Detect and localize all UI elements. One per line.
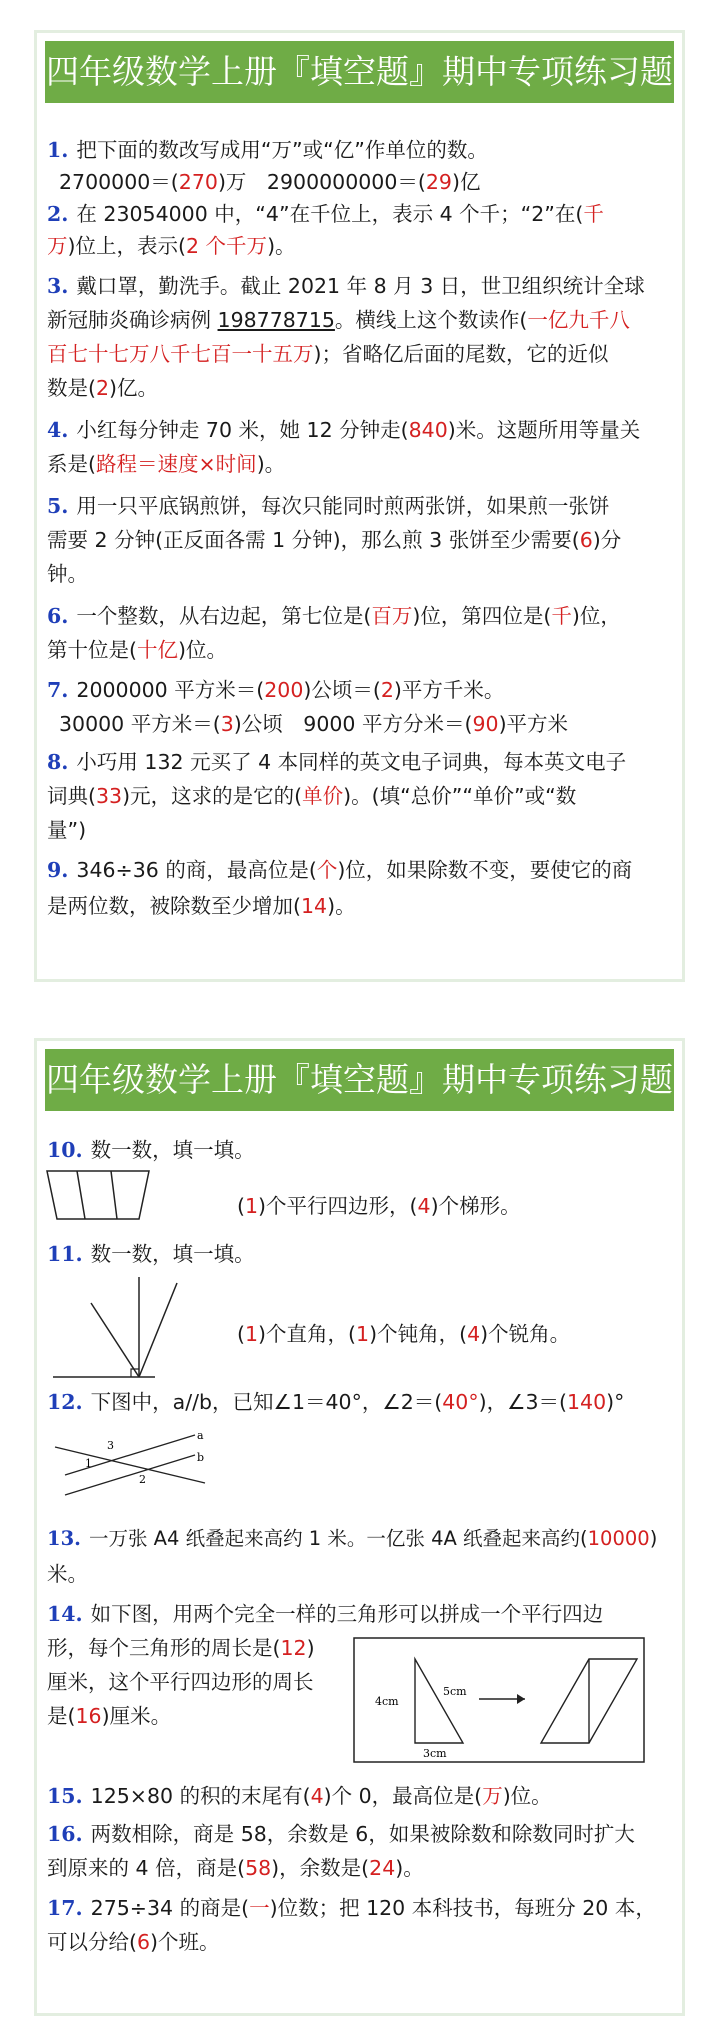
side-3cm-label: 3cm (423, 1747, 447, 1760)
question-3-cont: 新冠肺炎确诊病例 198778715。横线上这个数读作(一亿九千八 (47, 308, 630, 332)
question-5-cont2: 钟。 (47, 562, 88, 586)
question-1-answers: 2700000＝(270)万 2900000000＝(29)亿 (59, 170, 481, 194)
angle-2-label: 2 (139, 1473, 146, 1486)
question-9-cont: 是两位数，被除数至少增加(14)。 (47, 894, 356, 918)
side-5cm-label: 5cm (443, 1685, 467, 1698)
question-17: 17. 275÷34 的商是(一)位数；把 120 本科技书，每班分 20 本， (47, 1896, 656, 1920)
parallel-lines-figure (45, 1425, 215, 1501)
question-2-cont: 万)位上，表示(2 个千万)。 (47, 234, 296, 258)
angles-figure (51, 1273, 181, 1383)
question-15: 15. 125×80 的积的末尾有(4)个 0，最高位是(万)位。 (47, 1784, 552, 1808)
question-6-cont: 第十位是(十亿)位。 (47, 638, 227, 662)
question-5: 5. 用一只平底锅煎饼，每次只能同时煎两张饼，如果煎一张饼 (47, 494, 610, 518)
question-8-cont: 词典(33)元，这求的是它的(单价)。(填“总价”“单价”或“数 (47, 784, 577, 808)
question-16-cont: 到原来的 4 倍，商是(58)，余数是(24)。 (47, 1856, 424, 1880)
question-10: 10. 数一数，填一填。 (47, 1138, 255, 1162)
question-11: 11. 数一数，填一填。 (47, 1242, 255, 1266)
question-9: 9. 346÷36 的商，最高位是(个)位，如果除数不变，要使它的商 (47, 858, 633, 882)
question-8: 8. 小巧用 132 元买了 4 本同样的英文电子词典，每本英文电子 (47, 750, 627, 774)
question-2: 2. 在 23054000 中，“4”在千位上，表示 4 个千；“2”在(千 (47, 202, 604, 226)
angle-3-label: 3 (107, 1439, 114, 1452)
question-7-cont: 30000 平方米＝(3)公顷 9000 平方分米＝(90)平方米 (59, 712, 569, 736)
question-3-cont3: 数是(2)亿。 (47, 376, 159, 400)
trapezoid-figure (45, 1169, 153, 1223)
line-b-label: b (197, 1451, 205, 1464)
card-title: 四年级数学上册『填空题』期中专项练习题 (45, 1049, 674, 1111)
question-14-cont: 形，每个三角形的周长是(12) (47, 1636, 315, 1660)
question-13: 13. 一万张 A4 纸叠起来高约 1 米。一亿张 4A 纸叠起来高约(10000) (47, 1527, 658, 1550)
question-11-answers: (1)个直角，(1)个钝角，(4)个锐角。 (237, 1322, 571, 1346)
question-10-answers: (1)个平行四边形，(4)个梯形。 (237, 1194, 521, 1218)
question-16: 16. 两数相除，商是 58，余数是 6，如果被除数和除数同时扩大 (47, 1822, 635, 1846)
question-14: 14. 如下图，用两个完全一样的三角形可以拼成一个平行四边 (47, 1602, 604, 1626)
question-12: 12. 下图中，a//b，已知∠1＝40°，∠2＝(40°)，∠3＝(140)° (47, 1390, 625, 1414)
question-1: 1. 把下面的数改写成用“万”或“亿”作单位的数。 (47, 138, 488, 162)
triangle-parallelogram-figure (353, 1637, 645, 1763)
card-title: 四年级数学上册『填空题』期中专项练习题 (45, 41, 674, 103)
question-7: 7. 2000000 平方米＝(200)公顷＝(2)平方千米。 (47, 678, 505, 702)
question-5-cont: 需要 2 分钟(正反面各需 1 分钟)，那么煎 3 张饼至少需要(6)分 (47, 528, 622, 552)
question-4-cont: 系是(路程＝速度×时间)。 (47, 452, 286, 476)
question-17-cont: 可以分给(6)个班。 (47, 1930, 220, 1954)
line-a-label: a (197, 1429, 204, 1442)
exercise-card-2 (34, 1038, 685, 2016)
exercise-card-1 (34, 30, 685, 982)
question-3-cont2: 百七十七万八千七百一十五万)；省略亿后面的尾数，它的近似 (47, 342, 609, 366)
question-3: 3. 戴口罩，勤洗手。截止 2021 年 8 月 3 日，世卫组织统计全球 (47, 274, 645, 298)
question-4: 4. 小红每分钟走 70 米，她 12 分钟走(840)米。这题所用等量关 (47, 418, 641, 442)
question-6: 6. 一个整数，从右边起，第七位是(百万)位，第四位是(千)位， (47, 604, 621, 628)
question-8-cont2: 量”) (47, 818, 87, 842)
question-13-cont: 米。 (47, 1562, 88, 1586)
side-4cm-label: 4cm (375, 1695, 399, 1708)
question-14-cont2: 厘米，这个平行四边形的周长 (47, 1670, 314, 1694)
question-14-cont3: 是(16)厘米。 (47, 1704, 172, 1728)
angle-1-label: 1 (85, 1457, 92, 1470)
